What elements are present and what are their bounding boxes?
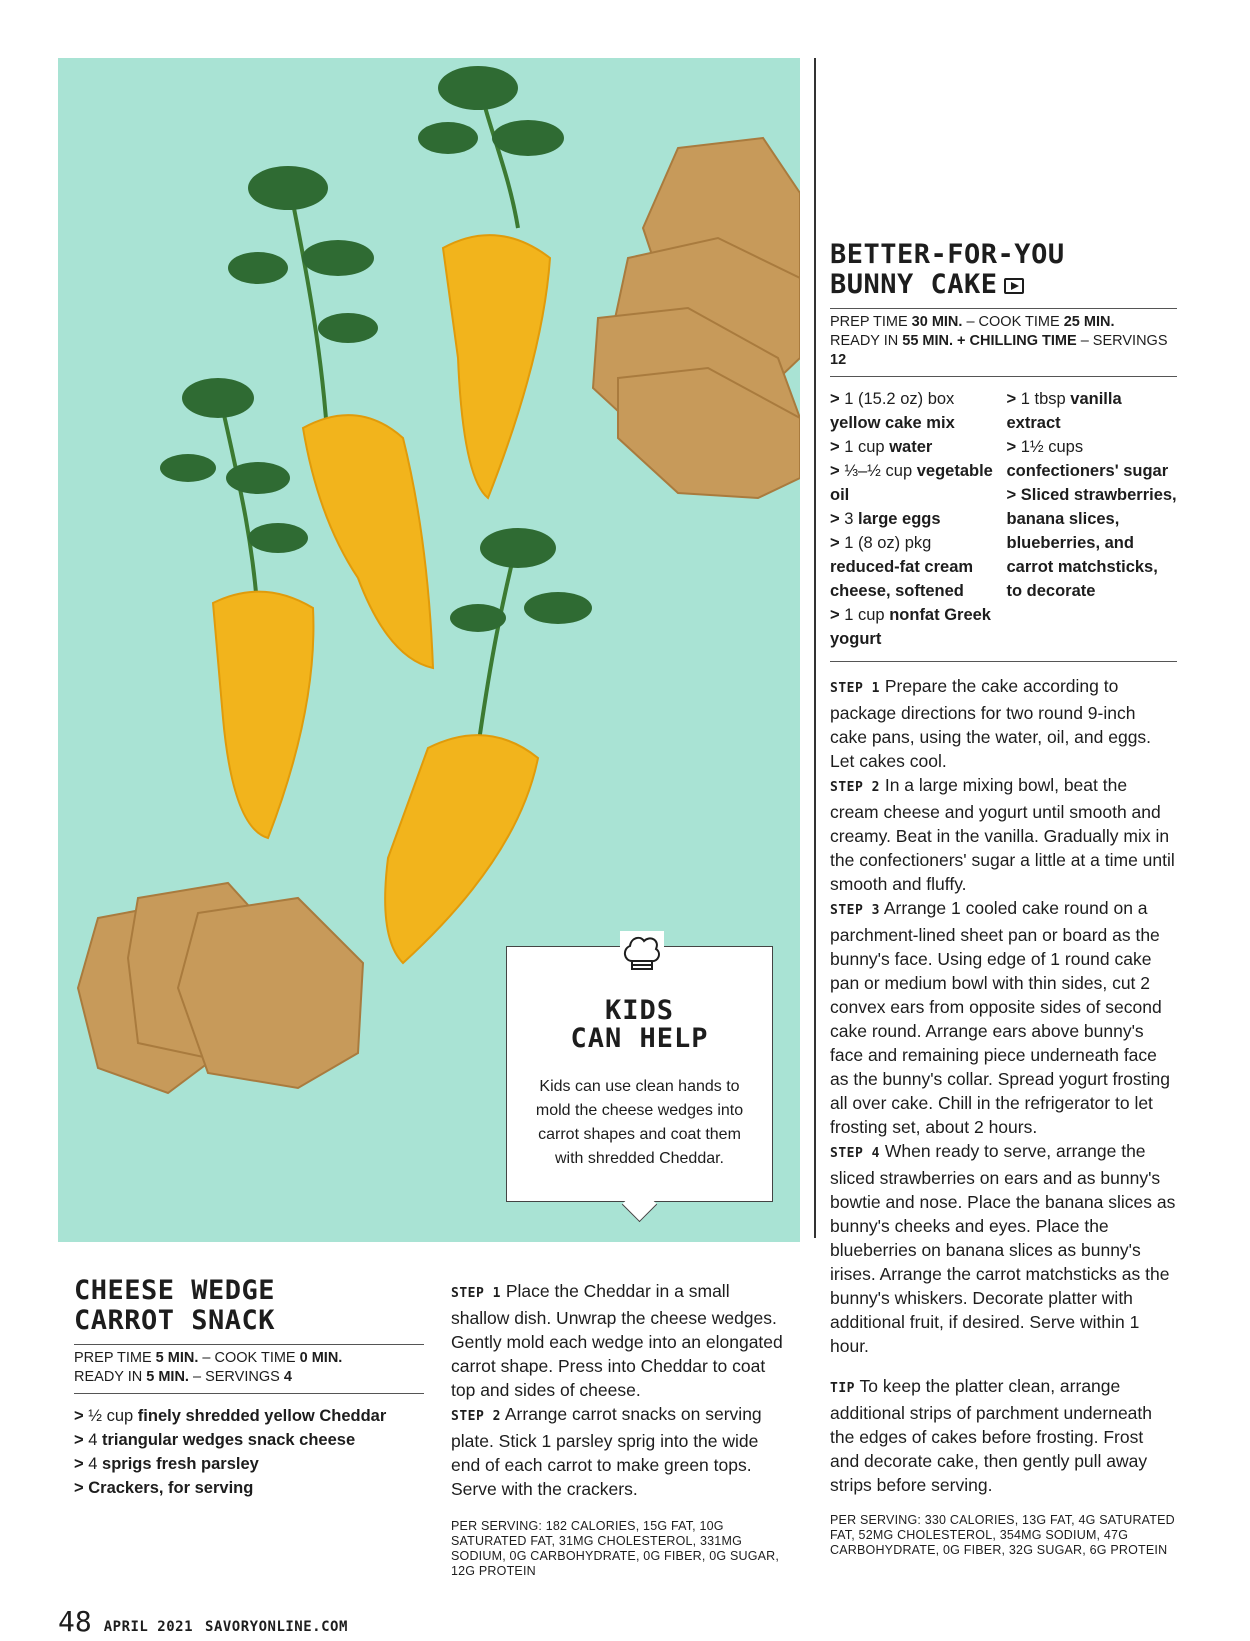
bullet-chevron: > xyxy=(74,1479,89,1497)
ingredient-name: nonfat Greek yogurt xyxy=(830,606,991,648)
prep-label: PREP TIME xyxy=(74,1350,152,1366)
ready-value: 55 MIN. + CHILLING TIME xyxy=(902,333,1077,349)
ingredient-qty: 1½ cups xyxy=(1020,438,1084,456)
page-number: 48 xyxy=(58,1605,92,1638)
divider xyxy=(830,376,1177,377)
ingredient-list xyxy=(74,1404,424,1500)
recipe-step xyxy=(451,1402,791,1501)
bullet-chevron: > xyxy=(830,510,845,528)
step-label: STEP 2 xyxy=(451,1409,501,1424)
ready-label: READY IN xyxy=(74,1369,143,1385)
tip-text: To keep the platter clean, arrange additional strips of parchment underneath the edges of cakes before frosting. Frost and decorate cake, then gently pull away strips before serving. xyxy=(830,1376,1153,1495)
bullet-chevron: > xyxy=(74,1407,89,1425)
ingredient-name: water xyxy=(889,438,933,456)
kids-title-line2: CAN HELP xyxy=(570,1023,709,1054)
cracker-stack-bottom xyxy=(78,883,363,1093)
ingredient-item xyxy=(74,1428,424,1452)
ingredient-name: Sliced strawberries, banana slices, blueberries, and carrot matchsticks, to decorate xyxy=(1006,486,1177,600)
step-text: Prepare the cake according to package directions for two round 9-inch cake pans, using the water, oil, and eggs. Let cakes cool. xyxy=(830,676,1152,771)
ingredient-qty: 4 xyxy=(88,1455,98,1473)
kids-box-title xyxy=(507,997,772,1053)
recipe-step xyxy=(830,1139,1177,1358)
divider xyxy=(74,1393,424,1394)
recipe-step xyxy=(830,773,1177,896)
bullet-chevron: > xyxy=(74,1431,89,1449)
ingredient-name: triangular wedges snack cheese xyxy=(102,1431,356,1449)
ingredient-name: vegetable oil xyxy=(830,462,993,504)
ingredient-qty: 1 cup xyxy=(844,606,885,624)
ingredient-column-right xyxy=(1007,387,1178,651)
servings-label: – SERVINGS xyxy=(193,1369,280,1385)
recipe-step xyxy=(451,1279,791,1402)
page-footer xyxy=(58,1605,348,1638)
cracker-stack-top xyxy=(593,138,800,498)
servings-value: 12 xyxy=(830,352,847,368)
ingredient-qty: 1 (15.2 oz) box xyxy=(844,390,955,408)
ingredient-name: yellow cake mix xyxy=(830,414,955,432)
ingredient-name: reduced-fat cream cheese, softened xyxy=(830,558,974,600)
kids-title-line1: KIDS xyxy=(604,995,675,1026)
nutrition-info: PER SERVING: 330 CALORIES, 13G FAT, 4G SATURATED FAT, 52MG CHOLESTEROL, 354MG SODIUM, 47G CARBOHYDRATE, 0G FIBER, 32G SUGAR, 6G PROTEIN xyxy=(830,1513,1175,1557)
ingredient-item xyxy=(830,531,1001,603)
step-list xyxy=(830,674,1177,1358)
ingredient-item xyxy=(830,435,1001,459)
ingredient-list xyxy=(830,387,1177,651)
ingredient-name: Crackers, for serving xyxy=(88,1479,254,1497)
step-label: STEP 4 xyxy=(830,1146,880,1161)
bullet-chevron: > xyxy=(830,462,845,480)
ingredient-item xyxy=(830,387,1001,435)
step-text: Arrange 1 cooled cake round on a parchment-lined sheet pan or board as the bunny's face. Using edge of 1 round cake pan or medium bowl with thin sides, cut 2 convex ears from opposite sides of second cake round. Arrange ears above bunny's face and remaining piece underneath face as the bunny's collar. Spread yogurt frosting all over cake. Chill in the refrigerator to let frosting set, about 2 hours. xyxy=(830,898,1170,1137)
play-icon[interactable] xyxy=(1004,278,1024,294)
cook-label: – COOK TIME xyxy=(202,1350,296,1366)
cheese-wedge-steps xyxy=(451,1279,791,1579)
bullet-chevron: > xyxy=(830,606,845,624)
bullet-chevron: > xyxy=(1006,390,1021,408)
chef-hat-icon xyxy=(620,931,664,975)
recipe-title-line2: CARROT SNACK xyxy=(74,1305,276,1336)
cheese-carrots xyxy=(213,235,550,963)
step-text: Place the Cheddar in a small shallow dish. Unwrap the cheese wedges. Gently mold each wedge into an elongated carrot shape. Press into Cheddar to coat top and sides of cheese. xyxy=(451,1281,783,1400)
recipe-title xyxy=(830,240,1177,300)
kids-can-help-box xyxy=(506,946,773,1202)
tip xyxy=(830,1374,1177,1497)
recipe-title-line1: BETTER-FOR-YOU xyxy=(830,239,1065,270)
bunny-cake-recipe xyxy=(830,240,1177,1558)
ingredient-item xyxy=(830,459,1001,507)
step-list xyxy=(451,1279,791,1501)
step-text: When ready to serve, arrange the sliced strawberries on ears and as bunny's bowtie and nose. Place the banana slices as bunny's cheeks and eyes. Place the blueberries on banana slices as bunny's irises. Arrange the carrot matchsticks as the bunny's whiskers. Decorate platter with additional fruit, if desired. Serve within 1 hour. xyxy=(830,1141,1176,1356)
bullet-chevron: > xyxy=(830,390,845,408)
step-label: STEP 3 xyxy=(830,903,880,918)
kids-box-body: Kids can use clean hands to mold the cheese wedges into carrot shapes and coat them with shredded Cheddar. xyxy=(535,1078,744,1167)
ingredient-qty: ½ cup xyxy=(88,1407,134,1425)
recipe-step xyxy=(830,674,1177,773)
ingredient-qty: 1 (8 oz) pkg xyxy=(844,534,932,552)
step-label: STEP 1 xyxy=(830,681,880,696)
recipe-title xyxy=(74,1276,424,1336)
recipe-title-line1: CHEESE WEDGE xyxy=(74,1275,276,1306)
ingredient-column-left xyxy=(830,387,1001,651)
divider xyxy=(830,661,1177,662)
step-label: STEP 2 xyxy=(830,780,880,795)
servings-label: – SERVINGS xyxy=(1080,333,1168,349)
ingredient-name: finely shredded yellow Cheddar xyxy=(137,1407,387,1425)
prep-value: 5 MIN. xyxy=(155,1350,199,1366)
ingredient-qty: ⅓–½ cup xyxy=(844,462,913,480)
step-text: Arrange carrot snacks on serving plate. Stick 1 parsley sprig into the wide end of each carrot to make green tops. Serve with the crackers. xyxy=(451,1404,762,1499)
servings-value: 4 xyxy=(283,1369,292,1385)
issue-date: APRIL 2021 xyxy=(103,1619,194,1635)
step-text: In a large mixing bowl, beat the cream cheese and yogurt until smooth and creamy. Beat in the vanilla. Gradually mix in the confectioners' sugar a little at a time until smooth and fluffy. xyxy=(830,775,1175,894)
column-divider xyxy=(814,58,816,1238)
recipe-title-line2: BUNNY CAKE xyxy=(830,269,998,300)
bullet-chevron: > xyxy=(74,1455,89,1473)
ingredient-name: confectioners' sugar xyxy=(1006,462,1169,480)
ingredient-name: vanilla extract xyxy=(1006,390,1122,432)
recipe-times xyxy=(830,313,1177,370)
cook-value: 25 MIN. xyxy=(1063,314,1115,330)
ingredient-qty: 1 tbsp xyxy=(1020,390,1066,408)
nutrition-info: PER SERVING: 182 CALORIES, 15G FAT, 10G SATURATED FAT, 31MG CHOLESTEROL, 331MG SODIUM, 0G CARBOHYDRATE, 0G FIBER, 0G SUGAR, 12G PROTEIN xyxy=(451,1519,780,1578)
ingredient-item xyxy=(74,1404,424,1428)
ingredient-item xyxy=(1007,435,1178,483)
recipe-step xyxy=(830,896,1177,1139)
ready-value: 5 MIN. xyxy=(146,1369,189,1385)
cheese-wedge-recipe xyxy=(74,1276,424,1500)
prep-value: 30 MIN. xyxy=(911,314,963,330)
ingredient-qty: 1 cup xyxy=(844,438,885,456)
ingredient-item xyxy=(74,1476,424,1500)
divider xyxy=(830,308,1177,309)
ingredient-name: large eggs xyxy=(858,510,941,528)
bullet-chevron: > xyxy=(1006,486,1021,504)
ingredient-item xyxy=(1007,483,1178,603)
ingredient-item xyxy=(830,507,1001,531)
ingredient-item xyxy=(74,1452,424,1476)
cook-value: 0 MIN. xyxy=(299,1350,343,1366)
bullet-chevron: > xyxy=(830,438,845,456)
divider xyxy=(74,1344,424,1345)
ingredient-qty: 3 xyxy=(844,510,854,528)
ingredient-name: sprigs fresh parsley xyxy=(102,1455,259,1473)
ingredient-item xyxy=(830,603,1001,651)
bullet-chevron: > xyxy=(1006,438,1021,456)
step-label: STEP 1 xyxy=(451,1286,501,1301)
prep-label: PREP TIME xyxy=(830,314,908,330)
bullet-chevron: > xyxy=(830,534,845,552)
ready-label: READY IN xyxy=(830,333,899,349)
site-link[interactable]: SAVORYONLINE.COM xyxy=(205,1619,348,1635)
tip-label: TIP xyxy=(830,1381,855,1396)
ingredient-qty: 4 xyxy=(88,1431,98,1449)
cook-label: – COOK TIME xyxy=(966,314,1060,330)
recipe-times xyxy=(74,1349,424,1387)
ingredient-item xyxy=(1007,387,1178,435)
